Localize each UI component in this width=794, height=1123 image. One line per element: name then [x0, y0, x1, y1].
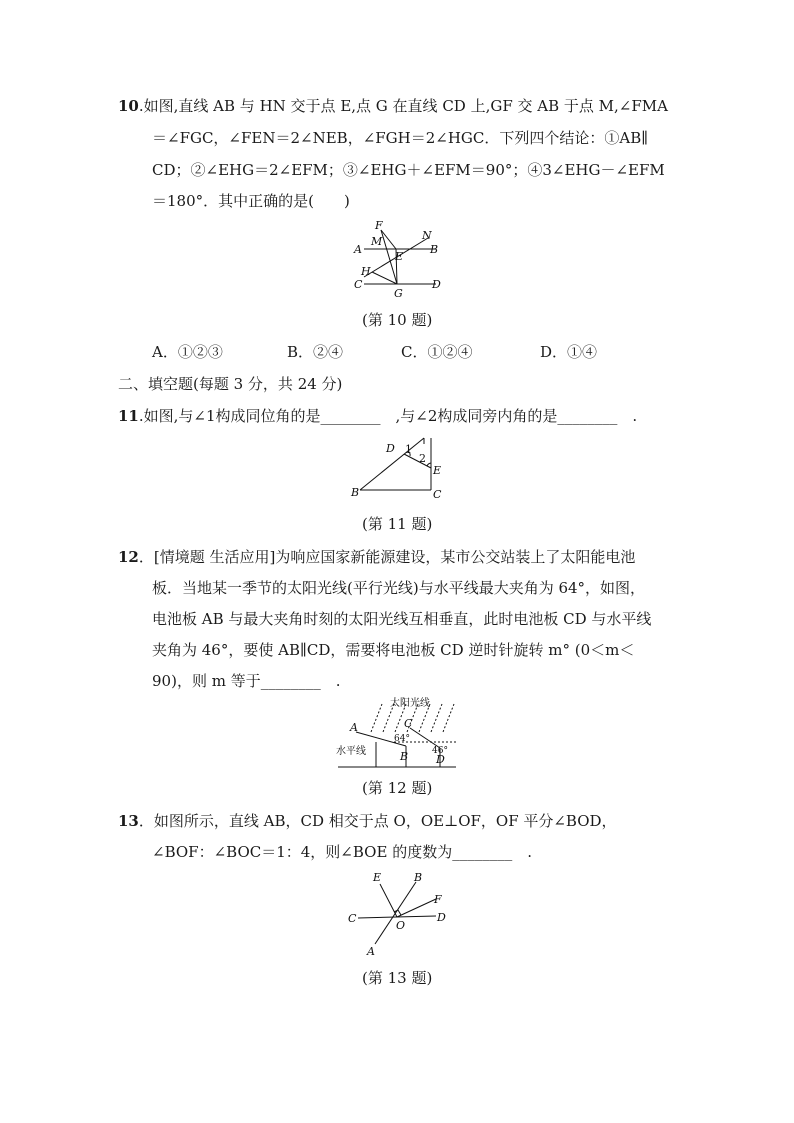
q10-line-hg: [372, 272, 397, 284]
q13-figure: [340, 866, 454, 960]
q12-line-2: 板．当地某一季节的太阳光线(平行光线)与水平线最大夹角为 64°，如图，: [152, 579, 646, 597]
q12-label-64: 64°: [394, 734, 410, 744]
q10-text-1: .如图,直线 AB 与 HN 交于点 E,点 G 在直线 CD 上,GF 交 AB 于点 M,∠FMA: [138, 97, 668, 115]
q13-line-1: [118, 811, 617, 831]
section-2-title: 二、填空题(每题 3 分，共 24 分): [118, 375, 343, 393]
q10-label-B: B: [430, 243, 439, 256]
q13-label-A: A: [367, 945, 375, 958]
q11-figure: [346, 432, 450, 504]
q10-figure: [350, 218, 450, 302]
q12-label-sunlight: 太阳光线: [390, 698, 430, 709]
q12-label-B: B: [400, 750, 409, 763]
q11-label-1: 1: [405, 443, 412, 456]
q11-label-D: D: [386, 442, 395, 455]
q12-figure: [334, 696, 460, 772]
q11-line-1: [118, 406, 637, 426]
q10-option-a[interactable]: A．①②③: [152, 343, 223, 361]
q12-panel-cd: [410, 728, 440, 748]
q13-label-O: O: [396, 919, 406, 932]
q13-text-1: ．如图所示，直线 AB，CD 相交于点 O，OE⊥OF，OF 平分∠BOD，: [138, 812, 617, 830]
q12-label-46: 46°: [432, 746, 448, 756]
q12-text-1: ．[情境题 生活应用]为响应国家新能源建设，某市公交站装上了太阳能电池: [138, 548, 636, 566]
q11-text: .如图,与∠1构成同位角的是________ ,与∠2构成同旁内角的是________ .: [138, 407, 638, 425]
q13-caption: (第 13 题): [362, 969, 433, 987]
q10-option-c[interactable]: C．①②④: [401, 343, 473, 361]
q12-line-3: 电池板 AB 与最大夹角时刻的太阳光线互相垂直，此时电池板 CD 与水平线: [152, 610, 652, 628]
q10-label-M: M: [371, 235, 383, 248]
q11-angle-2-arc: [427, 463, 431, 466]
q13-label-F: F: [434, 893, 442, 906]
q10-line-fe: [381, 230, 396, 249]
q11-label-2: 2: [419, 452, 426, 465]
q13-label-C: C: [348, 912, 357, 925]
q12-label-A: A: [350, 721, 358, 734]
q13-line-2: ∠BOF：∠BOC＝1：4，则∠BOE 的度数为________ .: [152, 843, 532, 861]
q10-line-3: CD；②∠EHG＝2∠EFM；③∠EHG＋∠EFM＝90°；④3∠EHG－∠EFM: [152, 161, 665, 179]
q10-label-E: E: [395, 250, 404, 263]
q12-line-5: 90)，则 m 等于________ .: [152, 672, 341, 690]
q10-caption: (第 10 题): [362, 311, 433, 329]
q13-label-B: B: [414, 871, 423, 884]
q10-line-4: ＝180°．其中正确的是( ): [152, 192, 350, 210]
q11-caption: (第 11 题): [362, 515, 433, 533]
q12-number: 12: [118, 548, 139, 566]
q10-line-2: ＝∠FGC，∠FEN＝2∠NEB，∠FGH＝2∠HGC．下列四个结论：①AB∥: [152, 129, 649, 147]
q10-label-D: D: [432, 278, 441, 291]
q13-label-D: D: [437, 911, 446, 924]
q11-label-C: C: [433, 488, 442, 501]
q12-label-D: D: [436, 753, 445, 766]
q12-line-1: [118, 547, 635, 567]
q10-label-A: A: [354, 243, 362, 256]
q10-option-d[interactable]: D．①④: [540, 343, 598, 361]
q12-line-4: 夹角为 46°，要使 AB∥CD，需要将电池板 CD 逆时针旋转 m° (0＜m＜: [152, 641, 635, 659]
q10-label-G: G: [394, 287, 403, 300]
q10-label-F: F: [375, 219, 383, 232]
q11-number: 11: [118, 407, 139, 425]
q13-label-E: E: [373, 871, 382, 884]
q10-label-N: N: [422, 229, 432, 242]
q10-number: 10: [118, 97, 139, 115]
q10-label-C: C: [354, 278, 363, 291]
q11-label-E: E: [433, 464, 442, 477]
q10-line-1: [118, 96, 668, 116]
q12-label-C: C: [404, 717, 413, 730]
q10-option-b[interactable]: B．②④: [287, 343, 344, 361]
q12-label-horizontal: 水平线: [336, 746, 366, 757]
q11-label-B: B: [351, 486, 360, 499]
q12-caption: (第 12 题): [362, 779, 433, 797]
q13-number: 13: [118, 812, 139, 830]
q10-label-H: H: [361, 265, 371, 278]
